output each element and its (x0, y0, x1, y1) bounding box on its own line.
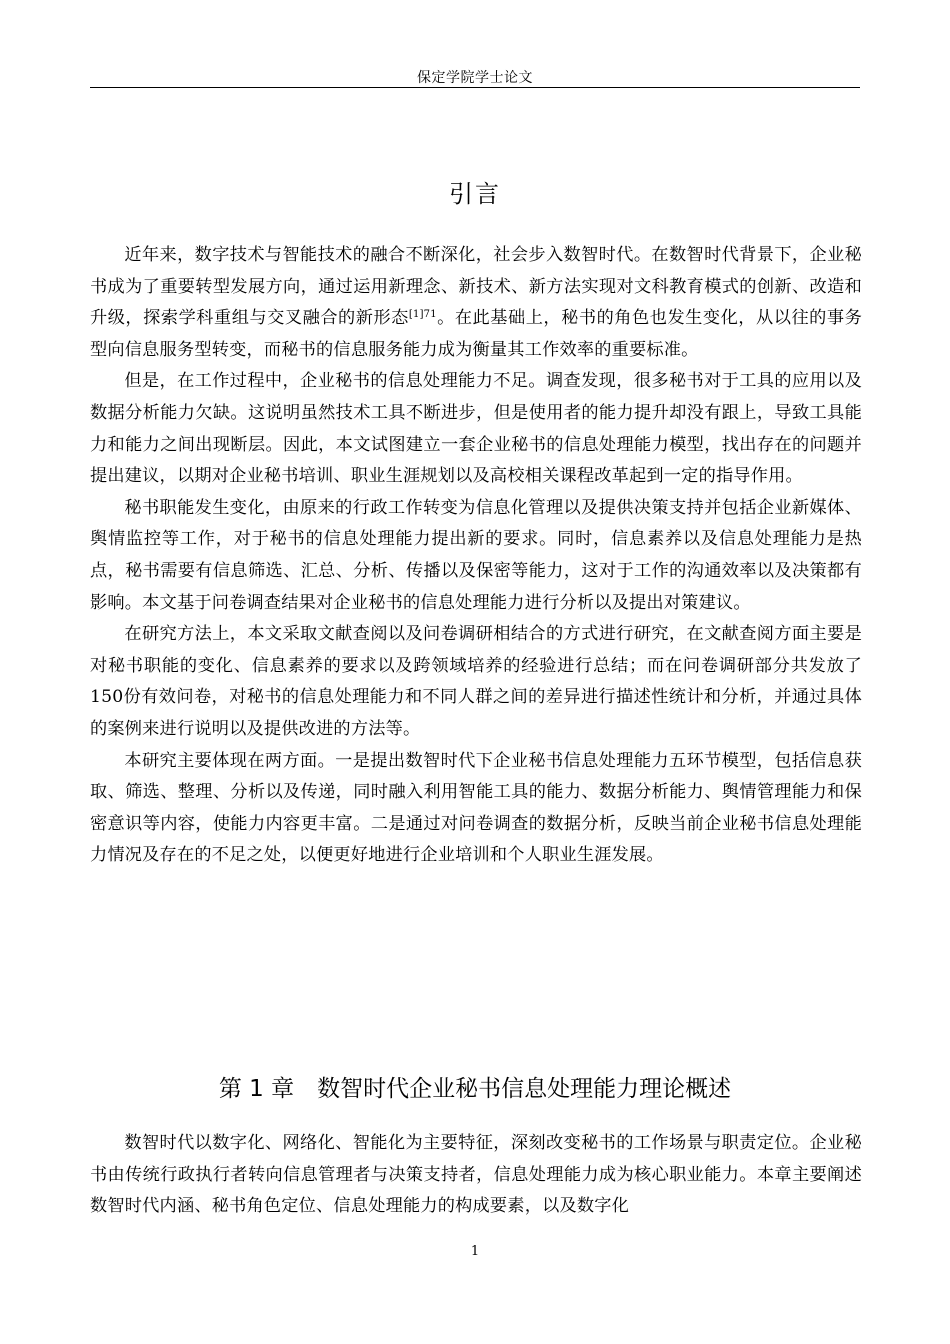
paragraph-text: 。在此基础上，秘书的角色也发生变化，从以往的事务型向信息服务型转变，而秘书的信息服务能力成为衡量其工作效率的重要标准。 (90, 308, 862, 360)
paragraph: 秘书职能发生变化，由原来的行政工作转变为信息化管理以及提供决策支持并包括企业新媒体、舆情监控等工作，对于秘书的信息处理能力提出新的要求。同时，信息素养以及信息处理能力是热点，秘书需要有信息筛选、汇总、分析、传播以及保密等能力，这对于工作的沟通效率以及决策都有影响。本文基于问卷调查结果对企业秘书的信息处理能力进行分析以及提出对策建议。 (90, 497, 862, 613)
chapter-title: 第 1 章 数智时代企业秘书信息处理能力理论概述 (218, 1076, 732, 1102)
introduction-title: 引言 (449, 180, 501, 208)
introduction-body (90, 240, 862, 872)
page-number: 1 (470, 1244, 480, 1259)
paragraph: 数智时代以数字化、网络化、智能化为主要特征，深刻改变秘书的工作场景与职责定位。企业秘书由传统行政执行者转向信息管理者与决策支持者，信息处理能力成为核心职业能力。本章主要阐述数智时代内涵、秘书角色定位、信息处理能力的构成要素，以及数字化 (90, 1133, 862, 1217)
chapter-body (90, 1128, 862, 1223)
paragraph-text: 近年来，数字技术与智能技术的融合不断深化，社会步入数智时代。在数智时代背景下，企业秘书成为了重要转型发展方向，通过运用新理念、新技术、新方法实现对文科教育模式的创新、改造和升级，探索学科重组与交叉融合的新形态 (90, 245, 862, 329)
paragraph: 本研究主要体现在两方面。一是提出数智时代下企业秘书信息处理能力五环节模型，包括信息获取、筛选、整理、分析以及传递，同时融入利用智能工具的能力、数据分析能力、舆情管理能力和保密意识等内容，使能力内容更丰富。二是通过对问卷调查的数据分析，反映当前企业秘书信息处理能力情况及存在的不足之处，以便更好地进行企业培训和个人职业生涯发展。 (90, 750, 862, 866)
paragraph: 但是，在工作过程中，企业秘书的信息处理能力不足。调查发现，很多秘书对于工具的应用以及数据分析能力欠缺。这说明虽然技术工具不断进步，但是使用者的能力提升却没有跟上，导致工具能力和能力之间出现断层。因此，本文试图建立一套企业秘书的信息处理能力模型，找出存在的问题并提出建议，以期对企业秘书培训、职业生涯规划以及高校相关课程改革起到一定的指导作用。 (90, 371, 862, 487)
paragraph: 在研究方法上，本文采取文献查阅以及问卷调研相结合的方式进行研究，在文献查阅方面主要是对秘书职能的变化、信息素养的要求以及跨领域培养的经验进行总结；而在问卷调研部分共发放了150份有效问卷，对秘书的信息处理能力和不同人群之间的差异进行描述性统计和分析，并通过具体的案例来进行说明以及提供改进的方法等。 (90, 624, 862, 739)
citation-marker: [1]71 (408, 309, 437, 321)
page-header: 保定学院学士论文 (90, 70, 860, 88)
paragraph (90, 240, 862, 366)
